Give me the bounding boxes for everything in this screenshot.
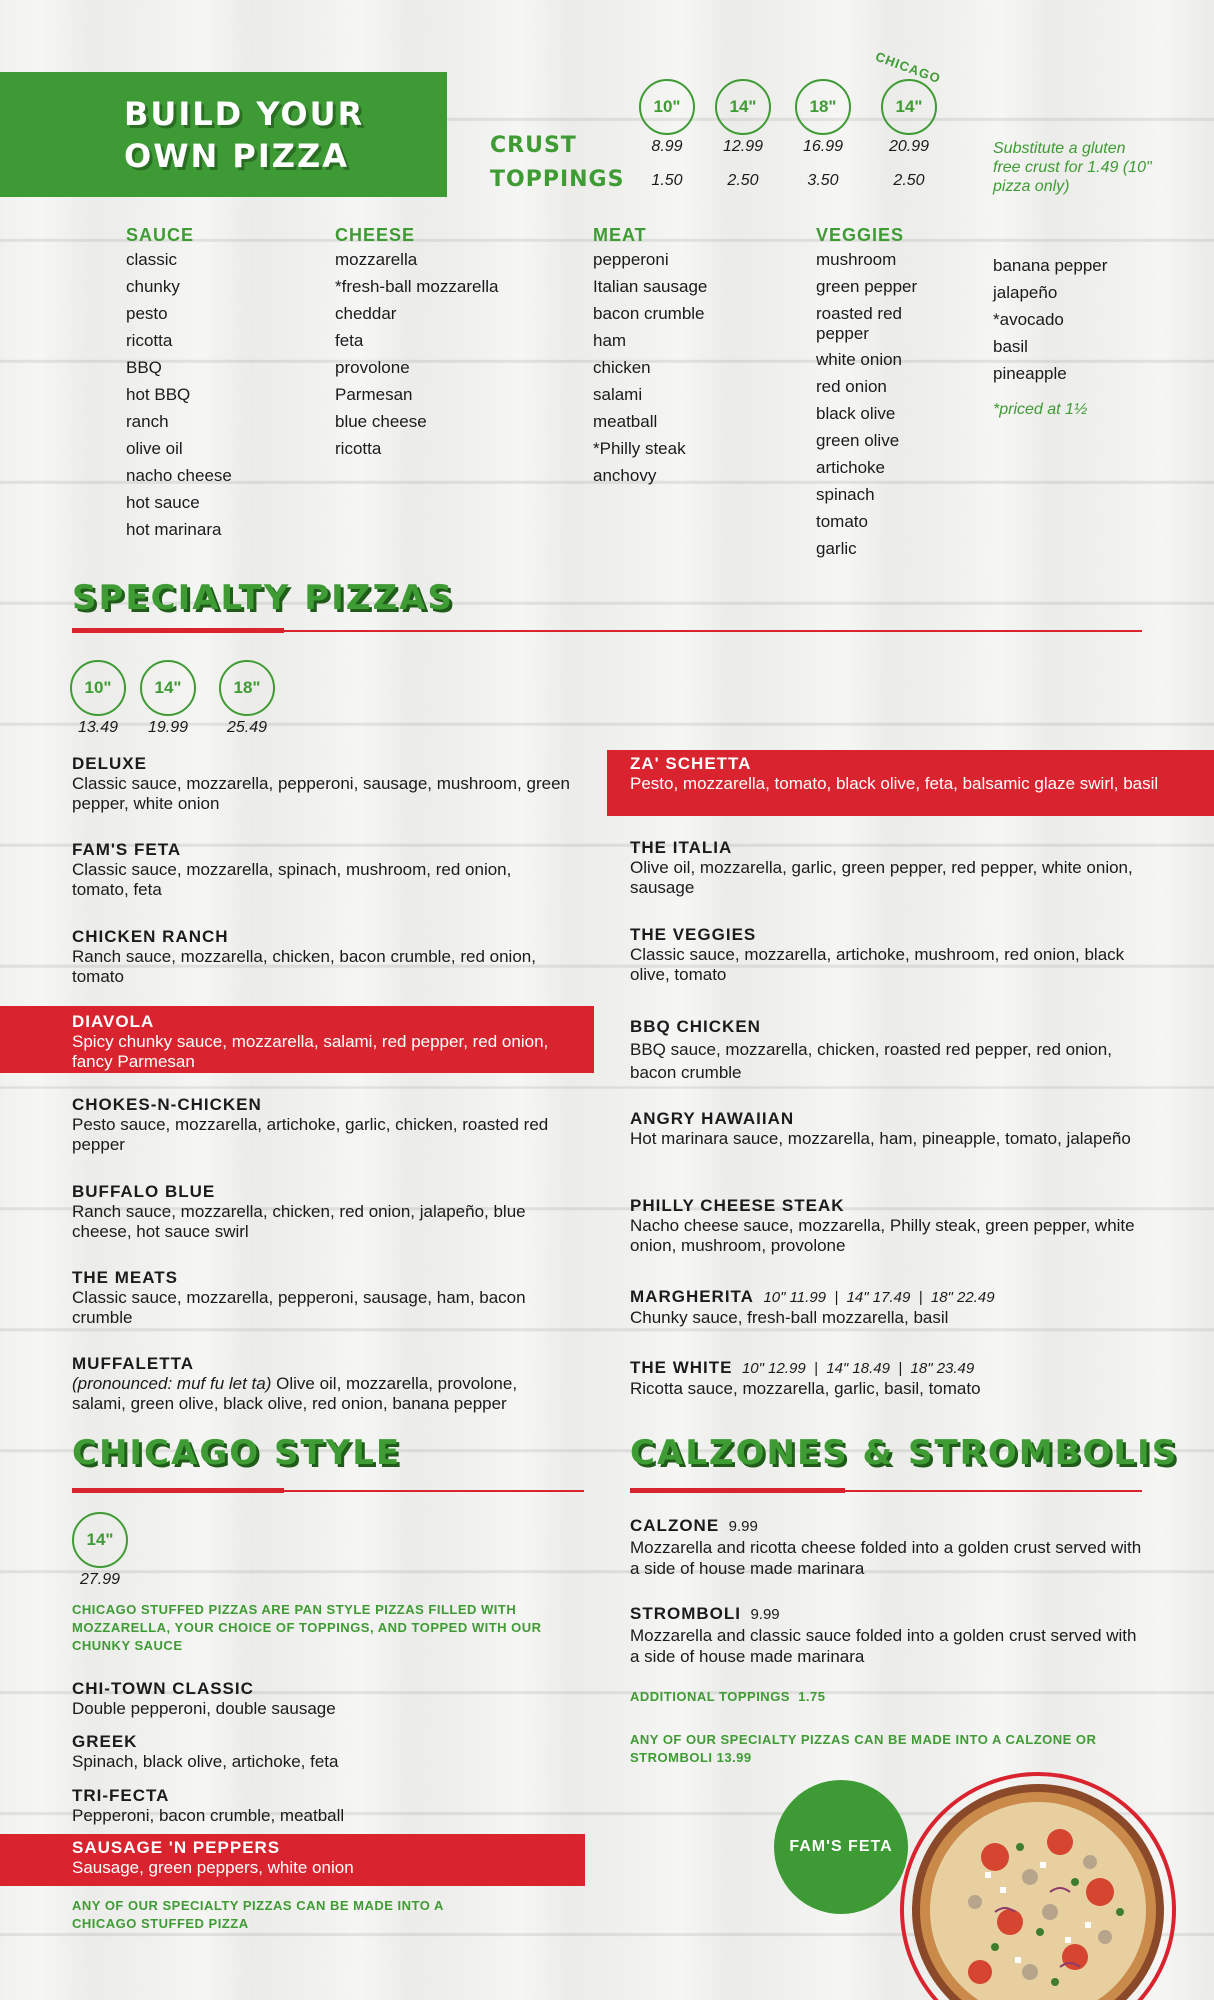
pizza-name: FAM'S FETA (72, 840, 182, 859)
list-item: basil (993, 337, 1028, 356)
chicago-greek (72, 1732, 572, 1772)
list-item: blue cheese (335, 412, 427, 431)
pizza-desc: Classic sauce, mozzarella, pepperoni, sausage, ham, bacon crumble (72, 1288, 526, 1327)
pizza-name: THE MEATS (72, 1268, 178, 1287)
topping-price-10: 1.50 (651, 172, 683, 189)
pizza-desc: Pesto, mozzarella, tomato, black olive, feta, balsamic glaze swirl, basil (630, 774, 1159, 793)
pizza-name: ZA' SCHETTA (630, 754, 752, 773)
item-name: CALZONE (630, 1516, 720, 1535)
list-item: artichoke (816, 458, 885, 477)
item-name: STROMBOLI (630, 1604, 741, 1623)
pizza-name: CHICKEN RANCH (72, 927, 229, 946)
list-item: Italian sausage (593, 277, 708, 296)
pizza-the-white (630, 1358, 1150, 1399)
chicago-intro: CHICAGO STUFFED PIZZAS ARE PAN STYLE PIZZAS FILLED WITH MOZZARELLA, YOUR CHOICE OF TOPPINGS, AND TOPPED WITH OUR CHUNKY SAUCE (72, 1602, 542, 1653)
chicago-arc-label: CHICAGO (873, 48, 943, 87)
pizza-price: 10" 11.99 | 14" 17.49 | 18" 22.49 (763, 1289, 995, 1306)
pizza-desc: Classic sauce, mozzarella, pepperoni, sausage, mushroom, green pepper, white onion (72, 774, 570, 813)
crust-price-10: 8.99 (651, 138, 683, 155)
chicago-tri-fecta (72, 1786, 572, 1826)
chicago-rule-accent (72, 1488, 284, 1493)
specialty-price-18: 25.49 (226, 719, 268, 736)
pizza-desc: Spicy chunky sauce, mozzarella, salami, red pepper, red onion, fancy Parmesan (72, 1032, 549, 1071)
pizza-name: MUFFALETTA (72, 1354, 195, 1373)
sauce-column (126, 225, 232, 543)
list-item: mushroom (816, 250, 897, 269)
chicago-sausage-n-peppers (0, 1834, 585, 1886)
pizza-the-meats (72, 1268, 572, 1328)
crust-price-14: 12.99 (722, 138, 764, 155)
pizza-desc: Pesto sauce, mozzarella, artichoke, garlic, chicken, roasted red pepper (72, 1115, 549, 1154)
list-item: meatball (593, 412, 658, 431)
pizza-za-schetta (607, 750, 1214, 816)
list-item: mozzarella (335, 250, 418, 269)
pizza-the-veggies (630, 925, 1140, 985)
pizza-name: SAUSAGE 'N PEPPERS (72, 1838, 281, 1857)
pizza-chokes-n-chicken (72, 1095, 572, 1155)
list-item: hot marinara (126, 520, 222, 539)
pizza-desc: Olive oil, mozzarella, provolone, salami, green olive, black olive, red onion, banana pepper (72, 1374, 518, 1413)
list-item: roasted red pepper (816, 304, 902, 343)
list-item: bacon crumble (593, 304, 705, 323)
pizza-name: THE VEGGIES (630, 925, 757, 944)
pizza-name: CHI-TOWN CLASSIC (72, 1679, 254, 1698)
pizza-desc: BBQ sauce, mozzarella, chicken, roasted red pepper, red onion, bacon crumble (630, 1040, 1112, 1082)
pizza-desc: Olive oil, mozzarella, garlic, green pepper, red pepper, white onion, sausage (630, 858, 1133, 897)
toppings-label: TOPPINGS (490, 167, 625, 192)
list-item: chunky (126, 277, 180, 296)
list-item: pepperoni (593, 250, 669, 269)
specialty-title: SPECIALTY PIZZAS (72, 578, 454, 618)
pizza-desc: Ranch sauce, mozzarella, chicken, red onion, jalapeño, blue cheese, hot sauce swirl (72, 1202, 526, 1241)
veggies-column (816, 225, 966, 562)
pizza-name: CHOKES-N-CHICKEN (72, 1095, 262, 1114)
list-item: *avocado (993, 310, 1064, 329)
pizza-chicken-ranch (72, 927, 587, 987)
item-price: 9.99 (750, 1606, 780, 1623)
item-desc: Mozzarella and classic sauce folded into a golden crust served with a side of house made marinara (630, 1626, 1137, 1666)
meat-heading: MEAT (593, 225, 647, 245)
list-item: green olive (816, 431, 900, 450)
calzone-item (630, 1515, 1150, 1579)
pizza-name: ANGRY HAWAIIAN (630, 1109, 795, 1128)
pizza-name: DELUXE (72, 754, 147, 773)
pizza-desc: Double pepperoni, double sausage (72, 1699, 336, 1718)
pizza-diavola (0, 1006, 594, 1073)
fams-feta-badge: FAM'S FETA (774, 1780, 908, 1914)
list-item: salami (593, 385, 643, 404)
sauce-heading: SAUCE (126, 225, 195, 245)
calzones-rule-accent (630, 1488, 845, 1493)
list-item: garlic (816, 539, 857, 558)
list-item: red onion (816, 377, 887, 396)
pizza-name: THE WHITE (630, 1358, 733, 1377)
byo-size-18: 18" (795, 79, 851, 135)
specialty-size-18: 18" (219, 660, 275, 716)
list-item: *fresh-ball mozzarella (335, 277, 499, 296)
topping-price-14: 2.50 (727, 172, 759, 189)
list-item: classic (126, 250, 178, 269)
pizza-price: 10" 12.99 | 14" 18.49 | 18" 23.49 (741, 1360, 975, 1377)
list-item: hot sauce (126, 493, 200, 512)
list-item: Parmesan (335, 385, 413, 404)
pizza-desc: Classic sauce, mozzarella, spinach, mushroom, red onion, tomato, feta (72, 860, 512, 899)
byo-size-10: 10" (639, 79, 695, 135)
pizza-desc: Sausage, green peppers, white onion (72, 1858, 354, 1877)
chicago-footer: ANY OF OUR SPECIALTY PIZZAS CAN BE MADE INTO A CHICAGO STUFFED PIZZA (72, 1898, 444, 1931)
list-item: nacho cheese (126, 466, 232, 485)
additional-toppings: ADDITIONAL TOPPINGS 1.75 (630, 1689, 826, 1704)
specialty-price-14: 19.99 (147, 719, 189, 736)
pizza-the-italia (630, 838, 1140, 898)
pizza-buffalo-blue (72, 1182, 572, 1242)
pizza-desc: Pepperoni, bacon crumble, meatball (72, 1806, 345, 1825)
list-item: black olive (816, 404, 896, 423)
sauce-list (126, 246, 232, 543)
list-item: banana pepper (993, 256, 1108, 275)
calzones-footer: ANY OF OUR SPECIALTY PIZZAS CAN BE MADE INTO A CALZONE OR STROMBOLI 13.99 (630, 1732, 1097, 1765)
meat-column (593, 225, 707, 489)
list-item: spinach (816, 485, 875, 504)
pizza-muffaletta (72, 1354, 572, 1414)
pizza-margherita (630, 1287, 1150, 1328)
topping-price-18: 3.50 (807, 172, 839, 189)
byo-title-line1: BUILD YOUR (124, 94, 365, 133)
pizza-desc: Ranch sauce, mozzarella, chicken, bacon crumble, red onion, tomato (72, 947, 536, 986)
cheese-column (335, 225, 498, 462)
list-item: hot BBQ (126, 385, 191, 404)
list-item: green pepper (816, 277, 918, 296)
meat-list (593, 246, 707, 489)
gluten-free-note: Substitute a gluten free crust for 1.49 (10" pizza only) (993, 140, 1152, 195)
byo-banner (0, 72, 447, 197)
veggies2-list (993, 252, 1107, 387)
pizza-name: DIAVOLA (72, 1012, 155, 1031)
list-item: provolone (335, 358, 410, 377)
pizza-name: GREEK (72, 1732, 138, 1751)
pizza-angry-hawaiian (630, 1109, 1140, 1149)
item-desc: Mozzarella and ricotta cheese folded into a golden crust served with a side of house made marinara (630, 1538, 1142, 1578)
byo-size-14: 14" (715, 79, 771, 135)
veggies-column-2 (993, 252, 1107, 419)
stromboli-item (630, 1603, 1150, 1667)
topping-price-chicago: 2.50 (893, 172, 925, 189)
crust-label: CRUST (490, 133, 577, 158)
list-item: jalapeño (993, 283, 1058, 302)
cheese-heading: CHEESE (335, 225, 416, 245)
list-item: ricotta (335, 439, 382, 458)
chicago-size-14: 14" (72, 1512, 128, 1568)
list-item: pesto (126, 304, 168, 323)
pizza-desc: Classic sauce, mozzarella, artichoke, mushroom, red onion, black olive, tomato (630, 945, 1125, 984)
list-item: cheddar (335, 304, 397, 323)
pizza-desc: Chunky sauce, fresh-ball mozzarella, basil (630, 1308, 949, 1327)
pizza-desc: Ricotta sauce, mozzarella, garlic, basil, tomato (630, 1379, 981, 1398)
pizza-name: TRI-FECTA (72, 1786, 170, 1805)
cheese-list (335, 246, 498, 462)
pizza-name: MARGHERITA (630, 1287, 754, 1306)
list-item: white onion (816, 350, 903, 369)
chicago-price: 27.99 (80, 1571, 121, 1588)
list-item: BBQ (126, 358, 162, 377)
list-item: chicken (593, 358, 651, 377)
calzones-title: CALZONES & STROMBOLIS (630, 1433, 1179, 1473)
list-item: tomato (816, 512, 868, 531)
byo-title (124, 93, 364, 177)
list-item: *Philly steak (593, 439, 686, 458)
list-item: ricotta (126, 331, 173, 350)
pizza-name: THE ITALIA (630, 838, 733, 857)
pizza-philly-cheese-steak (630, 1196, 1150, 1256)
pizza-name: BUFFALO BLUE (72, 1182, 216, 1201)
pizza-deluxe (72, 754, 572, 814)
list-item: ham (593, 331, 627, 350)
chicago-chi-town-classic (72, 1679, 572, 1719)
item-price: 9.99 (728, 1518, 758, 1535)
pizza-name: BBQ CHICKEN (630, 1017, 761, 1036)
pizza-desc: Hot marinara sauce, mozzarella, ham, pineapple, tomato, jalapeño (630, 1129, 1131, 1148)
fams-feta-pizza-image (900, 1772, 1176, 2000)
pizza-name: PHILLY CHEESE STEAK (630, 1196, 845, 1215)
specialty-price-10: 13.49 (77, 719, 119, 736)
crust-price-chicago: 20.99 (888, 138, 930, 155)
list-item: pineapple (993, 364, 1067, 383)
crust-price-18: 16.99 (802, 138, 844, 155)
list-item: feta (335, 331, 364, 350)
list-item: anchovy (593, 466, 657, 485)
veggies-heading: VEGGIES (816, 225, 905, 245)
pizza-desc: Spinach, black olive, artichoke, feta (72, 1752, 339, 1771)
specialty-rule-accent (72, 628, 284, 633)
pizza-bbq-chicken (630, 1015, 1140, 1084)
byo-size-chicago-14: 14" (881, 79, 937, 135)
chicago-title: CHICAGO STYLE (72, 1433, 402, 1473)
pizza-fams-feta (72, 840, 572, 900)
specialty-size-14: 14" (140, 660, 196, 716)
list-item: ranch (126, 412, 169, 431)
veggies-list (816, 246, 966, 562)
pronunciation: (pronounced: muf fu let ta) (72, 1374, 272, 1393)
pizza-desc: Nacho cheese sauce, mozzarella, Philly steak, green pepper, white onion, mushroom, provolone (630, 1216, 1135, 1255)
specialty-size-10: 10" (70, 660, 126, 716)
avocado-price-note: *priced at 1½ (993, 401, 1088, 418)
byo-title-line2: OWN PIZZA (124, 136, 349, 175)
list-item: olive oil (126, 439, 183, 458)
pizza-desc-wrap (72, 1374, 572, 1414)
